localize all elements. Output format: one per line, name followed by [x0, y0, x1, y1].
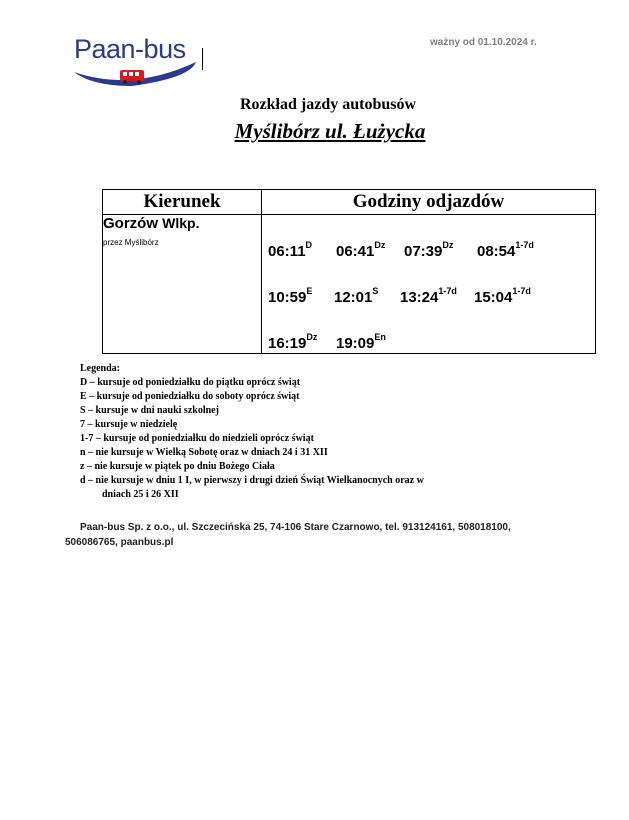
- departure-time: $06:41^{Dz}$: [336, 240, 386, 260]
- logo-divider: [202, 48, 203, 70]
- legend-title: Legenda:: [80, 363, 120, 374]
- legend-item: 1-7 – kursuje od poniedziałku do niedzieli oprócz świąt: [80, 433, 314, 444]
- direction-name: Gorzów Wlkp.: [103, 215, 200, 232]
- departure-time: $12:01^S$: [334, 286, 379, 306]
- footer-line-1: Paan-bus Sp. z o.o., ul. Szczecińska 25, 74-106 Stare Czarnowo, tel. 913124161, 508018100,: [80, 522, 511, 533]
- logo-text: Paan-bus: [74, 34, 186, 64]
- company-footer: [65, 520, 511, 550]
- stop-name-title: Myślibórz ul. Łużycka: [234, 119, 426, 143]
- departures-cell: [262, 215, 596, 354]
- departure-time: $07:39^{Dz}$: [404, 240, 454, 260]
- legend-item: S – kursuje w dni nauki szkolnej: [80, 405, 219, 416]
- company-logo: [72, 34, 198, 90]
- departure-time: $19:09^{En}$: [336, 332, 386, 352]
- departure-time: $16:19^{Dz}$: [268, 332, 318, 352]
- timetable: [102, 189, 596, 354]
- header-direction: Kierunek: [103, 190, 262, 215]
- legend-item: n – nie kursuje w Wielką Sobotę oraz w dniach 24 i 31 XII: [80, 447, 328, 458]
- departure-time: $10:59^E$: [268, 286, 313, 306]
- legend-item: d – nie kursuje w dniu 1 I, w pierwszy i drugi dzień Świąt Wielkanocnych oraz w: [80, 475, 424, 486]
- footer-line-2: 506086765, paanbus.pl: [65, 537, 174, 548]
- valid-from-note: ważny od 01.10.2024 r.: [430, 37, 537, 48]
- direction-via: przez Myślibórz: [103, 238, 159, 247]
- legend-item: D – kursuje od poniedziałku do piątku oprócz świąt: [80, 377, 301, 388]
- direction-cell: [103, 215, 262, 354]
- header-departures: Godziny odjazdów: [262, 190, 596, 215]
- departure-time: $06:11^D$: [268, 240, 313, 260]
- legend-item: E – kursuje od poniedziałku do soboty oprócz świąt: [80, 391, 300, 402]
- departure-time: $13:24^{1-7d}$: [400, 286, 457, 306]
- departure-time: $15:04^{1-7d}$: [474, 286, 531, 306]
- legend: [80, 362, 424, 502]
- legend-item-continuation: dniach 25 i 26 XII: [102, 489, 179, 500]
- legend-item: z – nie kursuje w piątek po dniu Bożego Ciała: [80, 461, 275, 472]
- page-subtitle: Rozkład jazdy autobusów: [239, 96, 417, 113]
- legend-item: 7 – kursuje w niedzielę: [80, 419, 178, 430]
- departure-time: $08:54^{1-7d}$: [477, 240, 534, 260]
